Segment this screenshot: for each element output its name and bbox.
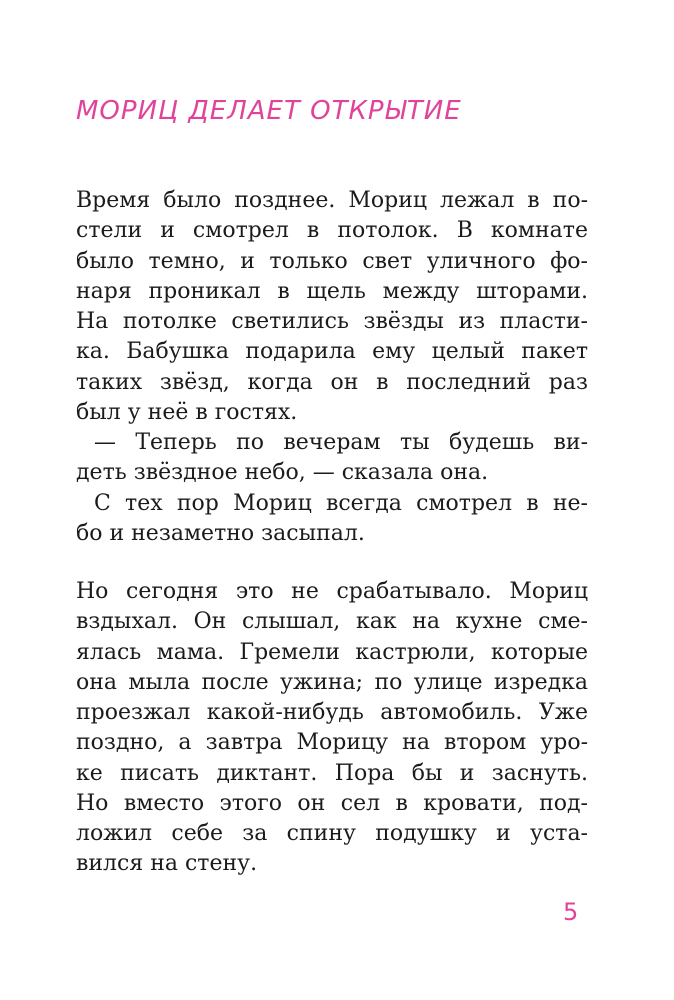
page-number: 5 <box>563 898 579 926</box>
text-line: ка. Бабушка подарила ему целый пакет <box>76 339 588 365</box>
text-line: поздно, а завтра Морицу на втором уро- <box>76 730 588 756</box>
text-line: вздыхал. Он слышал, как на кухне сме- <box>76 609 588 635</box>
text-line: ке писать диктант. Пора бы и заснуть. <box>76 760 588 786</box>
text-line: наря проникал в щель между шторами. <box>76 278 588 304</box>
text-line: деть звёздное небо, — сказала она. <box>76 460 489 486</box>
text-block-first <box>76 186 588 549</box>
text-line: — Теперь по вечерам ты будешь ви- <box>94 430 588 455</box>
text-line: таких звёзд, когда он в последний раз <box>76 369 588 395</box>
text-line: Но вместо этого он сел в кровати, под- <box>76 790 588 816</box>
text-line: На потолке светились звёзды из пласти- <box>76 309 588 334</box>
text-line: она мыла после ужина; по улице изредка <box>76 669 588 695</box>
chapter-title: МОРИЦ ДЕЛАЕТ ОТКРЫТИЕ <box>76 96 462 126</box>
text-line: бо и незаметно засыпал. <box>76 520 365 546</box>
text-line: проезжал какой-нибудь автомобиль. Уже <box>76 700 588 725</box>
text-line: Но сегодня это не срабатывало. Мориц <box>76 579 588 604</box>
text-line: ялась мама. Гремели кастрюли, которые <box>76 639 588 665</box>
text-line: ложил себе за спину подушку и уста- <box>76 821 588 846</box>
text-line: С тех пор Мориц всегда смотрел в не- <box>94 490 588 516</box>
text-line: Время было позднее. Мориц лежал в по- <box>76 188 588 213</box>
text-line: был у неё в гостях. <box>76 399 298 425</box>
text-line: стели и смотрел в потолок. В комнате <box>76 218 588 244</box>
text-line: было темно, и только свет уличного фо- <box>76 248 588 274</box>
text-block-second <box>76 577 588 880</box>
text-line: вился на стену. <box>76 851 258 877</box>
